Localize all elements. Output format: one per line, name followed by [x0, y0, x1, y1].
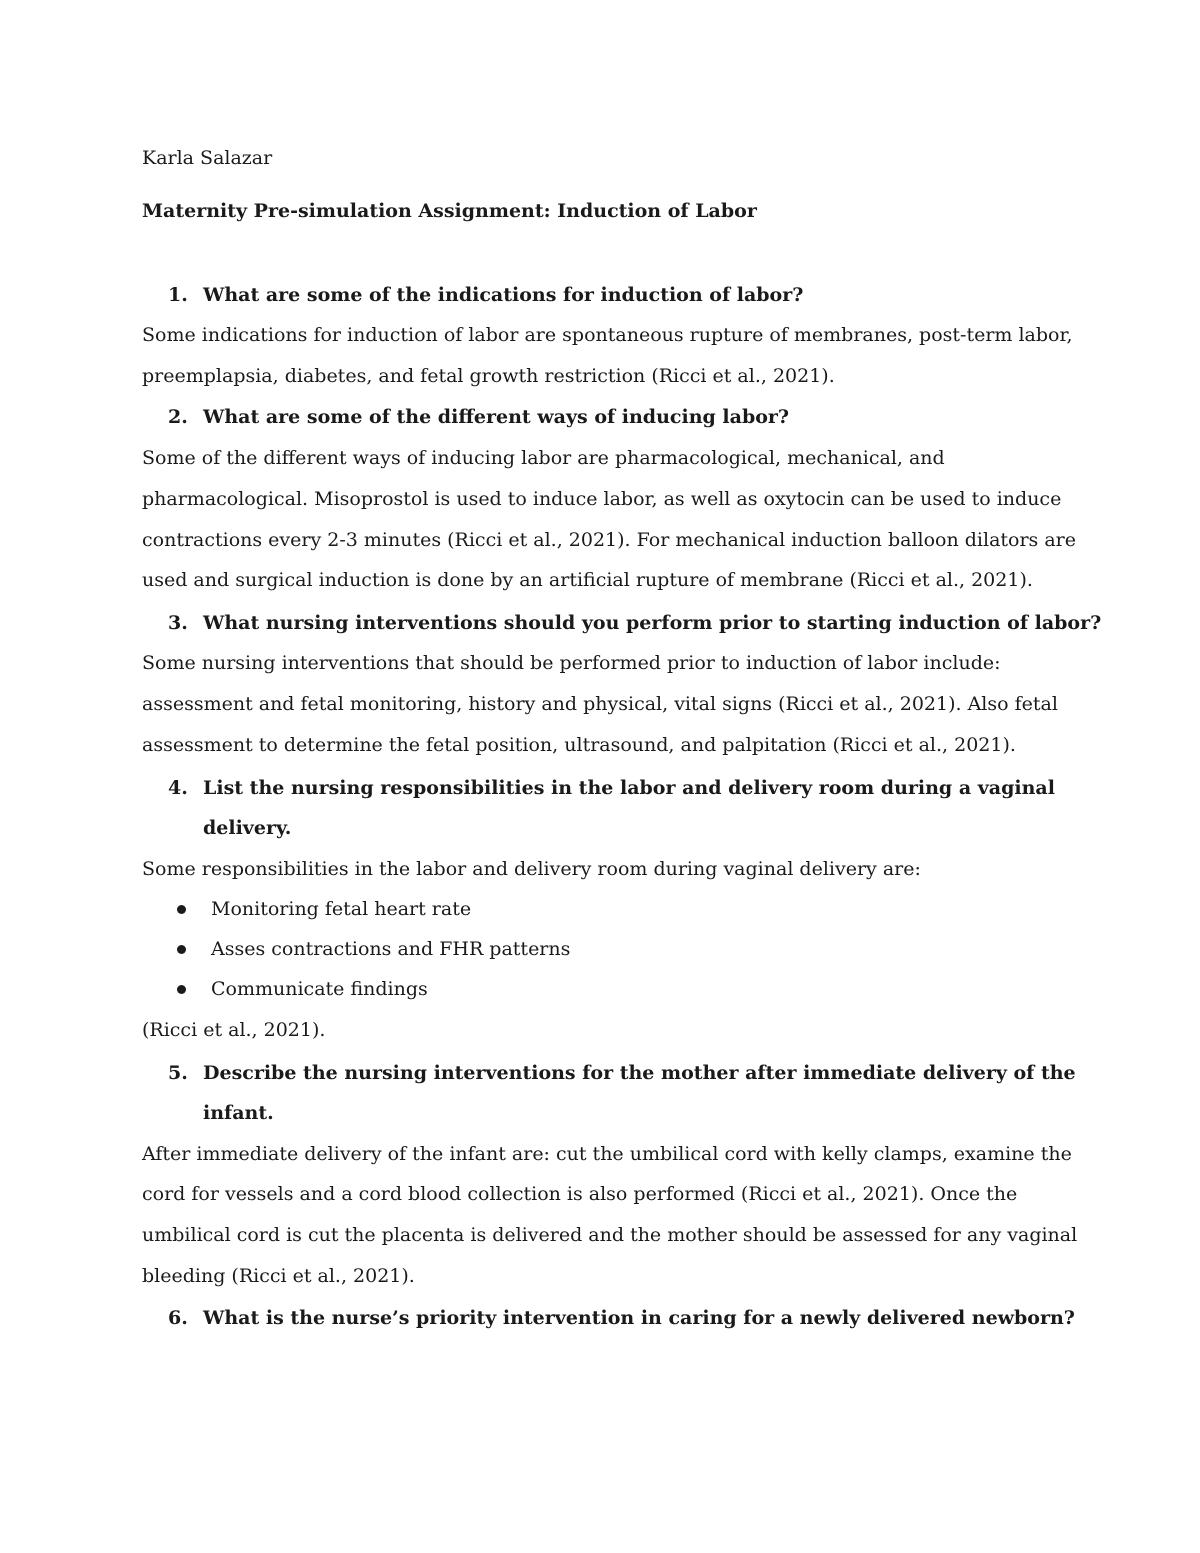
answer-1-line-1: Some indications for induction of labor are spontaneous rupture of membranes, post-term labor, — [142, 324, 1073, 346]
author-name: Karla Salazar — [142, 147, 273, 169]
answer-2-line-4: used and surgical induction is done by an artificial rupture of membrane (Ricci et al., 2021). — [142, 569, 1033, 591]
answer-3-line-1: Some nursing interventions that should be performed prior to induction of labor include: — [142, 652, 1001, 674]
answer-3-line-2: assessment and fetal monitoring, history and physical, vital signs (Ricci et al., 2021). Also fetal — [142, 693, 1058, 715]
answer-5-line-1: After immediate delivery of the infant are: cut the umbilical cord with kelly clamps, examine the — [142, 1143, 1072, 1165]
question-6-text: What is the nurse’s priority intervention in caring for a newly delivered newborn? — [203, 1307, 1075, 1329]
question-4-number: 4. — [168, 777, 188, 799]
bullet-item-2: Asses contractions and FHR patterns — [211, 938, 571, 960]
question-5-number: 5. — [168, 1062, 188, 1084]
answer-5-line-4: bleeding (Ricci et al., 2021). — [142, 1265, 415, 1287]
bullet-icon — [177, 945, 186, 954]
question-5-text-line-2: infant. — [203, 1102, 274, 1124]
answer-3-line-3: assessment to determine the fetal position, ultrasound, and palpitation (Ricci et al., 2021). — [142, 734, 1016, 756]
question-3-text: What nursing interventions should you perform prior to starting induction of labor? — [203, 612, 1102, 634]
answer-2-line-2: pharmacological. Misoprostol is used to induce labor, as well as oxytocin can be used to induce — [142, 488, 1062, 510]
question-2-text: What are some of the different ways of inducing labor? — [203, 406, 790, 428]
document-title: Maternity Pre-simulation Assignment: Induction of Labor — [142, 200, 757, 222]
answer-5-line-2: cord for vessels and a cord blood collection is also performed (Ricci et al., 2021). Once the — [142, 1183, 1018, 1205]
answer-4-intro: Some responsibilities in the labor and delivery room during vaginal delivery are: — [142, 858, 921, 880]
question-6-number: 6. — [168, 1307, 188, 1329]
answer-1-line-2: preemplapsia, diabetes, and fetal growth restriction (Ricci et al., 2021). — [142, 365, 835, 387]
bullet-item-3: Communicate findings — [211, 978, 428, 1000]
answer-2-line-1: Some of the different ways of inducing labor are pharmacological, mechanical, and — [142, 447, 945, 469]
question-4-text-line-1: List the nursing responsibilities in the labor and delivery room during a vaginal — [203, 777, 1055, 799]
answer-4-citation: (Ricci et al., 2021). — [142, 1019, 326, 1041]
question-4-text-line-2: delivery. — [203, 817, 292, 839]
question-1-number: 1. — [168, 284, 188, 306]
answer-5-line-3: umbilical cord is cut the placenta is delivered and the mother should be assessed for any vaginal — [142, 1224, 1078, 1246]
question-2-number: 2. — [168, 406, 188, 428]
bullet-icon — [177, 905, 186, 914]
bullet-icon — [177, 985, 186, 994]
bullet-item-1: Monitoring fetal heart rate — [211, 898, 472, 920]
question-5-text-line-1: Describe the nursing interventions for the mother after immediate delivery of the — [203, 1062, 1076, 1084]
question-1-text: What are some of the indications for induction of labor? — [203, 284, 804, 306]
answer-2-line-3: contractions every 2-3 minutes (Ricci et al., 2021). For mechanical induction balloon dilators are — [142, 529, 1077, 551]
question-3-number: 3. — [168, 612, 188, 634]
